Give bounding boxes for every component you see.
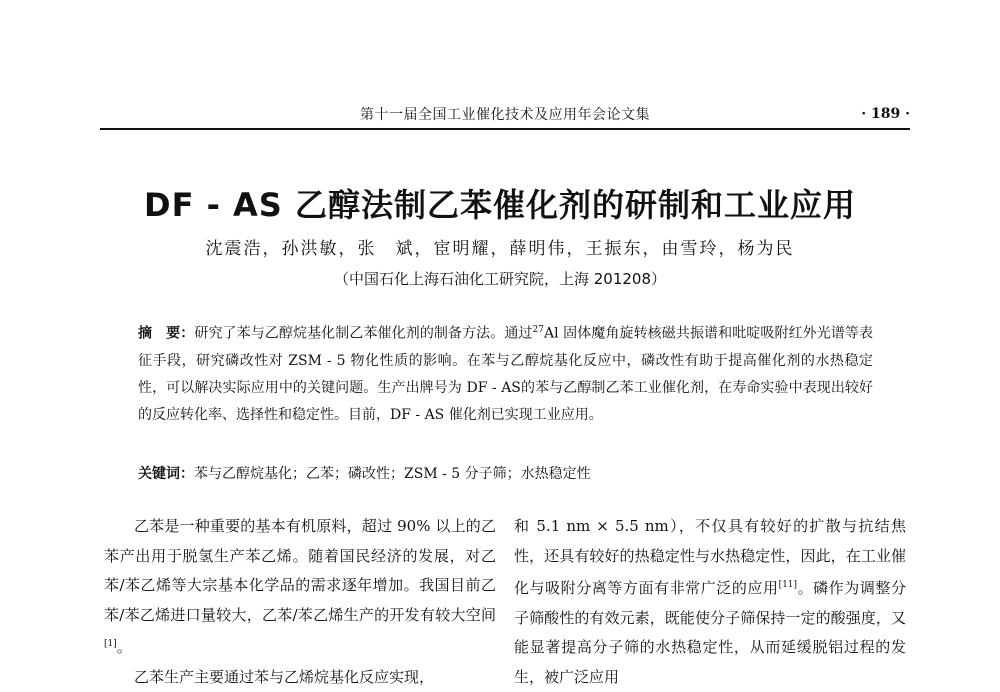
- running-head-title: 第十一届全国工业催化技术及应用年会论文集: [100, 104, 910, 124]
- paper-title: DF - AS 乙醇法制乙苯催化剂的研制和工业应用: [0, 180, 1000, 226]
- body-column-left: [104, 512, 496, 692]
- abstract-text-part1: 研究了苯与乙醇烷基化制乙苯催化剂的制备方法。通过: [194, 326, 532, 342]
- keywords-text: 苯与乙醇烷基化；乙苯；磷改性；ZSM - 5 分子筛；水热稳定性: [194, 466, 591, 482]
- citation-ref: [1]: [104, 639, 117, 649]
- body-paragraph: [104, 512, 496, 663]
- keywords-label: 关键词：: [138, 466, 194, 482]
- running-head: [100, 104, 910, 130]
- body-paragraph: [514, 512, 906, 692]
- isotope-superscript: 27: [533, 325, 544, 335]
- abstract-text-part2: Al 固体魔角旋转核磁共振谱和吡啶吸附红外光谱等表征手段，研究磷改性对 ZSM - 5 物化性质的影响。在苯与乙醇烷基化反应中，磷改性有助于提高催化剂的水热稳定性，可以解决实际应用中的关键问题。生产出牌号为 DF - AS的苯与乙醇制乙苯工业催化剂，在寿命实验中表现出较好的反应转化率、选择性和稳定性。目前，DF - AS 催化剂已实现工业应用。: [138, 326, 873, 423]
- body-paragraph: [104, 663, 496, 692]
- citation-ref: [11]: [779, 580, 797, 590]
- paragraph-text: 乙苯生产主要通过苯与乙烯烷基化反应实现，: [134, 668, 434, 686]
- header-rule: [100, 128, 910, 130]
- page-number: · 189 ·: [861, 106, 910, 122]
- affiliation: （中国石化上海石油化工研究院，上海 201208）: [0, 268, 1000, 289]
- abstract: [138, 317, 873, 429]
- paragraph-text: 乙苯是一种重要的基本有机原料，超过 90% 以上的乙苯产出用于脱氢生产苯乙烯。随着国民经济的发展，对乙苯/苯乙烯等大宗基本化学品的需求逐年增加。我国目前乙苯/苯乙烯进口量较大，乙苯/苯乙烯生产的开发有较大空间: [104, 517, 496, 624]
- abstract-label: 摘 要：: [138, 326, 194, 342]
- keywords: [138, 462, 873, 486]
- paragraph-text-tail: 。磷作为调整分子筛酸性的有效元素，既能使分子筛保持一定的酸强度，又能显著提高分子筛的水热稳定性，从而延缓脱铝过程的发生，被广泛应用: [514, 579, 906, 686]
- body-column-right: [514, 512, 906, 692]
- paragraph-text: 和 5.1 nm × 5.5 nm），不仅具有较好的扩散与抗结焦性，还具有较好的热稳定性与水热稳定性，因此，在工业催化与吸附分离等方面有非常广泛的应用: [514, 517, 906, 597]
- author-list: 沈震浩，孙洪敏，张 斌，宦明耀，薛明伟，王振东，由雪玲，杨为民: [0, 234, 1000, 259]
- paragraph-end: 。: [117, 638, 132, 656]
